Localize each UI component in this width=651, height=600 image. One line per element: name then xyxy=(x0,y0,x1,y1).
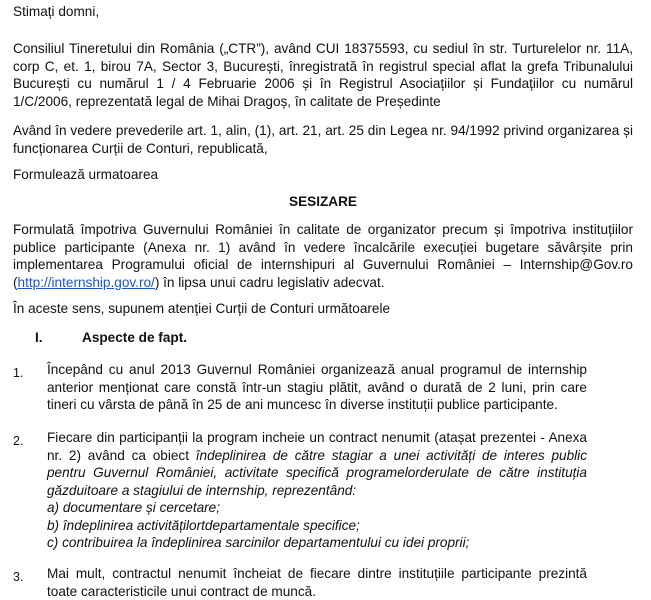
item-number: 2. xyxy=(13,434,24,448)
list-item: Începând cu anul 2013 Guvernul României organizează anual programul de internship anterior menționat care constă într-un stagiu plătit, având o durată de 2 luni, prin care tineri cu vârsta de până în 25 de ani muncesc în diverse instituții publice participante. xyxy=(47,362,587,413)
list-item xyxy=(47,429,587,499)
item-text-italic: îndeplinirea de către stagiar a unei activități de interes public pentru Guvernul României, activitate specifică programelorderulate de către instituția găzduitoare a stagiului de internship, reprezentând: xyxy=(47,447,587,498)
subitem: a) documentare și cercetare; xyxy=(47,500,221,515)
section-numeral: I. xyxy=(35,330,43,345)
legal-basis-paragraph: Având în vedere prevederile art. 1, alin, (1), art. 21, art. 25 din Legea nr. 94/1992 privind organizarea și funcționarea Curții de Conturi, republicată, xyxy=(13,123,633,156)
submit-line: În aceste sens, supunem atenției Curții de Conturi următoarele xyxy=(13,301,391,316)
greeting: Stimați domni, xyxy=(13,4,100,19)
against-paragraph xyxy=(13,221,633,291)
item-number: 1. xyxy=(13,366,24,380)
against-text-end: ) în lipsa unui cadru legislativ adecvat. xyxy=(154,274,385,290)
list-item: Mai mult, contractul nenumit încheiat de fiecare dintre instituțiile participante prezintă toate caracteristicile unui contract de muncă. xyxy=(47,566,587,599)
section-title: Aspecte de fapt. xyxy=(82,330,187,345)
item-number: 3. xyxy=(13,570,24,584)
document-title: SESIZARE xyxy=(289,194,357,209)
intro-paragraph: Consiliul Tineretului din România („CTR”), având CUI 18375593, cu sediul în str. Turturelelor nr. 11A, corp C, et. 1, birou 7A, Sector 3, București, înregistrată în registrul special aflat la grefa Tribunalului București cu numărul 1 / 4 Februarie 2006 și în Registrul Asociațiilor și Fundațiilor cu numărul 1/C/2006, reprezentată legal de Mihai Dragoș, în calitate de Președinte xyxy=(13,41,633,109)
formulates-line: Formulează urmatoarea xyxy=(13,167,159,182)
internship-link[interactable]: http://internship.gov.ro/ xyxy=(17,274,155,290)
subitem: c) contribuirea la îndeplinirea sarcinilor departamentului cu idei proprii; xyxy=(47,535,470,550)
against-text: Formulată împotriva Guvernului României în calitate de organizator precum și împotriva instituțiilor publice participante (Anexa nr. 1) având în vedere încalcările execuției bugetare săvârșite prin implementarea Programului oficial de internshipuri al Guvernului României – Internship@Gov.ro ( xyxy=(13,222,633,290)
subitem: b) îndeplinirea activitățilortdepartamentale specifice; xyxy=(47,517,360,533)
item-text: Fiecare din participanții la program incheie un contract nenumit (atașat prezentei - Anexa nr. 2) având ca obiect xyxy=(47,430,587,463)
